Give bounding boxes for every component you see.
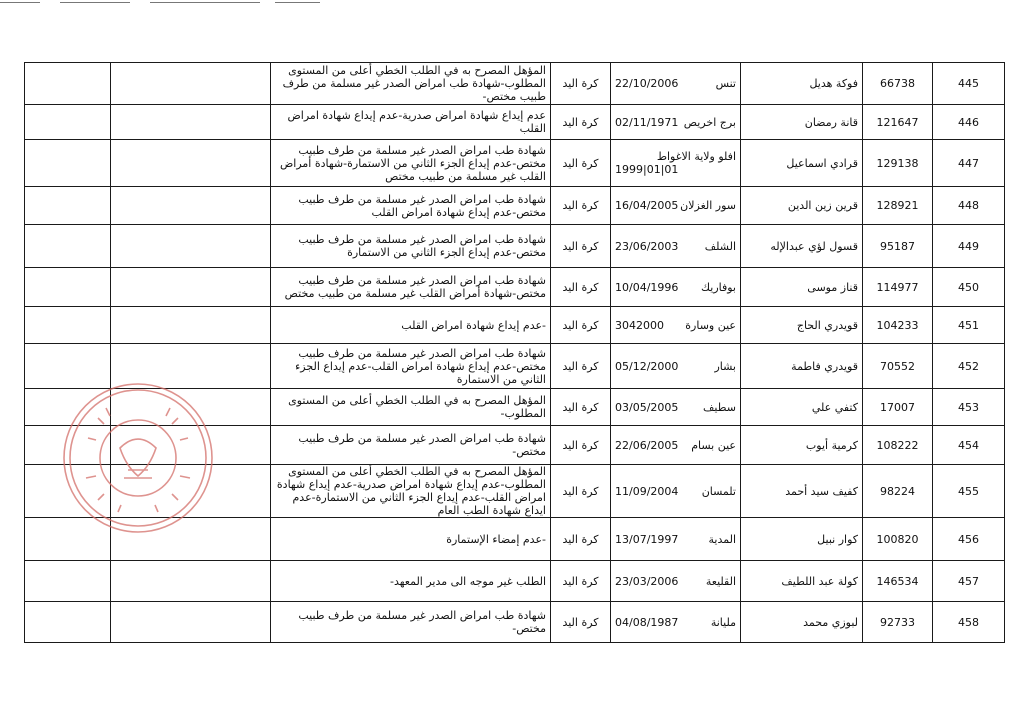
birth-date: 04/08/1987 — [615, 615, 679, 629]
top-scan-edge — [0, 0, 330, 6]
sport-cell: كرة اليد — [551, 140, 611, 187]
birth-date-place-cell — [611, 465, 741, 518]
file-code-cell: 98224 — [863, 465, 933, 518]
birth-date: 03/05/2005 — [615, 400, 679, 414]
observation-cell: شهادة طب امراض الصدر غير مسلمة من طرف طبيب مختص-شهادة أمراض القلب غير مسلمة من طبيب مختص — [271, 268, 551, 307]
row-number-cell: 448 — [933, 187, 1005, 225]
full-name-cell: كفيف سيد أحمد — [741, 465, 863, 518]
row-number-cell: 453 — [933, 389, 1005, 426]
full-name-cell: قانة رمضان — [741, 105, 863, 140]
full-name-cell: كرمية أيوب — [741, 426, 863, 465]
row-number-cell: 450 — [933, 268, 1005, 307]
birth-date-place-cell — [611, 344, 741, 389]
candidates-table — [24, 62, 1005, 643]
full-name-cell: فوكة هديل — [741, 63, 863, 105]
full-name-cell: قناز موسى — [741, 268, 863, 307]
sport-cell: كرة اليد — [551, 268, 611, 307]
row-number-cell: 455 — [933, 465, 1005, 518]
file-code-cell: 128921 — [863, 187, 933, 225]
birth-place: عين وسارة — [685, 318, 736, 332]
empty-cell-b — [111, 105, 271, 140]
sport-cell: كرة اليد — [551, 63, 611, 105]
observation-cell: -عدم إيداع شهادة امراض القلب — [271, 307, 551, 344]
official-stamp — [58, 378, 218, 538]
empty-cell-b — [111, 602, 271, 643]
empty-cell-b — [111, 225, 271, 268]
birth-date-place-cell — [611, 105, 741, 140]
observation-cell: المؤهل المصرح به في الطلب الخطي أعلى من المستوى المطلوب- — [271, 389, 551, 426]
file-code-cell: 114977 — [863, 268, 933, 307]
observation-cell: شهادة طب امراض الصدر غير مسلمة من طرف طبيب مختص-عدم إيداع شهادة امراض القلب — [271, 187, 551, 225]
table-row — [25, 225, 1005, 268]
table-row — [25, 187, 1005, 225]
empty-cell-a — [25, 268, 111, 307]
birth-place: تلمسان — [701, 484, 736, 498]
sport-cell: كرة اليد — [551, 344, 611, 389]
birth-place: المدية — [708, 532, 736, 546]
empty-cell-a — [25, 187, 111, 225]
birth-date-place-cell — [611, 389, 741, 426]
full-name-cell: كولة عبد اللطيف — [741, 561, 863, 602]
full-name-cell: كوار نبيل — [741, 518, 863, 561]
birth-date: 3042000 — [615, 318, 664, 332]
table-row — [25, 105, 1005, 140]
birth-place: بشار — [714, 359, 736, 373]
full-name-cell: قرين زين الدين — [741, 187, 863, 225]
birth-date-place-cell — [611, 602, 741, 643]
observation-cell: شهادة طب امراض الصدر غير مسلمة من طرف طبيب مختص-عدم إيداع الجزء الثاني من الاستمارة-شهادة أمراض القلب غير مسلمة من طبيب مختص — [271, 140, 551, 187]
birth-date: 11/09/2004 — [615, 484, 679, 498]
table-row — [25, 561, 1005, 602]
empty-cell-a — [25, 105, 111, 140]
empty-cell-a — [25, 602, 111, 643]
row-number-cell: 447 — [933, 140, 1005, 187]
table-row — [25, 140, 1005, 187]
row-number-cell: 457 — [933, 561, 1005, 602]
birth-date-place-cell — [611, 307, 741, 344]
empty-cell-b — [111, 140, 271, 187]
birth-date-place-cell — [611, 187, 741, 225]
observation-cell: شهادة طب امراض الصدر غير مسلمة من طرف طبيب مختص- — [271, 426, 551, 465]
file-code-cell: 92733 — [863, 602, 933, 643]
row-number-cell: 446 — [933, 105, 1005, 140]
empty-cell-b — [111, 187, 271, 225]
birth-place: الشلف — [704, 239, 736, 253]
empty-cell-a — [25, 561, 111, 602]
empty-cell-b — [111, 63, 271, 105]
birth-date-place-cell — [611, 268, 741, 307]
birth-date: 16/04/2005 — [615, 199, 679, 212]
birth-date: 23/03/2006 — [615, 574, 679, 588]
observation-cell: شهادة طب امراض الصدر غير مسلمة من طرف طبيب مختص-عدم إيداع شهادة امراض القلب-عدم إيداع الجزء الثاني من الاستمارة — [271, 344, 551, 389]
birth-date-place-cell — [611, 63, 741, 105]
table-row — [25, 268, 1005, 307]
file-code-cell: 108222 — [863, 426, 933, 465]
file-code-cell: 95187 — [863, 225, 933, 268]
full-name-cell: قسول لؤي عبدالإله — [741, 225, 863, 268]
birth-date: 23/06/2003 — [615, 239, 679, 253]
observation-cell: الطلب غير موجه الى مدير المعهد- — [271, 561, 551, 602]
empty-cell-a — [25, 63, 111, 105]
file-code-cell: 121647 — [863, 105, 933, 140]
full-name-cell: لبوزي محمد — [741, 602, 863, 643]
birth-place: القليعة — [705, 574, 736, 588]
file-code-cell: 104233 — [863, 307, 933, 344]
full-name-cell: قويدري الحاج — [741, 307, 863, 344]
row-number-cell: 454 — [933, 426, 1005, 465]
empty-cell-a — [25, 307, 111, 344]
sport-cell: كرة اليد — [551, 105, 611, 140]
birth-date: 10/04/1996 — [615, 280, 679, 294]
row-number-cell: 456 — [933, 518, 1005, 561]
sport-cell: كرة اليد — [551, 225, 611, 268]
observation-cell: المؤهل المصرح به في الطلب الخطي أعلى من المستوى المطلوب-عدم إيداع شهادة امراض صدرية-عدم إيداع شهادة امراض القلب-عدم إيداع الجزء الثاني من الاستمارة-عدم ايداع شهادة الطب العام — [271, 465, 551, 518]
observation-cell: شهادة طب امراض الصدر غير مسلمة من طرف طبيب مختص-عدم إيداع الجزء الثاني من الاستمارة — [271, 225, 551, 268]
sport-cell: كرة اليد — [551, 426, 611, 465]
row-number-cell: 458 — [933, 602, 1005, 643]
birth-date: 13/07/1997 — [615, 532, 679, 546]
full-name-cell: قويدري فاطمة — [741, 344, 863, 389]
birth-place: تنس — [715, 77, 736, 90]
birth-date-place-cell — [611, 561, 741, 602]
row-number-cell: 451 — [933, 307, 1005, 344]
file-code-cell: 66738 — [863, 63, 933, 105]
sport-cell: كرة اليد — [551, 518, 611, 561]
birth-place: سطيف — [703, 400, 736, 414]
birth-place: مليانة — [710, 615, 736, 629]
row-number-cell: 445 — [933, 63, 1005, 105]
table-row — [25, 63, 1005, 105]
empty-cell-b — [111, 268, 271, 307]
birth-place: افلو ولاية الاغواط — [656, 150, 736, 163]
empty-cell-b — [111, 561, 271, 602]
table-row — [25, 602, 1005, 643]
file-code-cell: 129138 — [863, 140, 933, 187]
full-name-cell: قرادي اسماعيل — [741, 140, 863, 187]
file-code-cell: 146534 — [863, 561, 933, 602]
birth-place: بوفاريك — [701, 280, 736, 294]
sport-cell: كرة اليد — [551, 602, 611, 643]
observation-cell: شهادة طب امراض الصدر غير مسلمة من طرف طبيب مختص- — [271, 602, 551, 643]
birth-date: 22/10/2006 — [615, 77, 679, 90]
row-number-cell: 452 — [933, 344, 1005, 389]
birth-date: 1999|01|01 — [615, 163, 679, 176]
empty-cell-a — [25, 225, 111, 268]
birth-date-place-cell — [611, 426, 741, 465]
observation-cell: المؤهل المصرح به في الطلب الخطي أعلى من المستوى المطلوب-شهادة طب امراض الصدر غير مسلمة من طرف طبيب مختص- — [271, 63, 551, 105]
birth-place: عين بسام — [691, 438, 736, 452]
row-number-cell: 449 — [933, 225, 1005, 268]
sport-cell: كرة اليد — [551, 307, 611, 344]
birth-date-place-cell — [611, 225, 741, 268]
birth-date-place-cell — [611, 518, 741, 561]
file-code-cell: 100820 — [863, 518, 933, 561]
table-row — [25, 307, 1005, 344]
empty-cell-b — [111, 307, 271, 344]
birth-date-place-cell — [611, 140, 741, 187]
file-code-cell: 17007 — [863, 389, 933, 426]
sport-cell: كرة اليد — [551, 187, 611, 225]
birth-date: 05/12/2000 — [615, 359, 679, 373]
full-name-cell: كتفي علي — [741, 389, 863, 426]
birth-date: 02/11/1971 — [615, 115, 679, 129]
sport-cell: كرة اليد — [551, 465, 611, 518]
empty-cell-a — [25, 140, 111, 187]
birth-place: سور الغزلان — [680, 199, 736, 212]
sport-cell: كرة اليد — [551, 561, 611, 602]
birth-date: 22/06/2005 — [615, 438, 679, 452]
file-code-cell: 70552 — [863, 344, 933, 389]
sport-cell: كرة اليد — [551, 389, 611, 426]
observation-cell: عدم إيداع شهادة امراض صدرية-عدم إيداع شهادة امراض القلب — [271, 105, 551, 140]
birth-place: برج اخريص — [683, 115, 736, 129]
observation-cell: -عدم إمضاء الإستمارة — [271, 518, 551, 561]
